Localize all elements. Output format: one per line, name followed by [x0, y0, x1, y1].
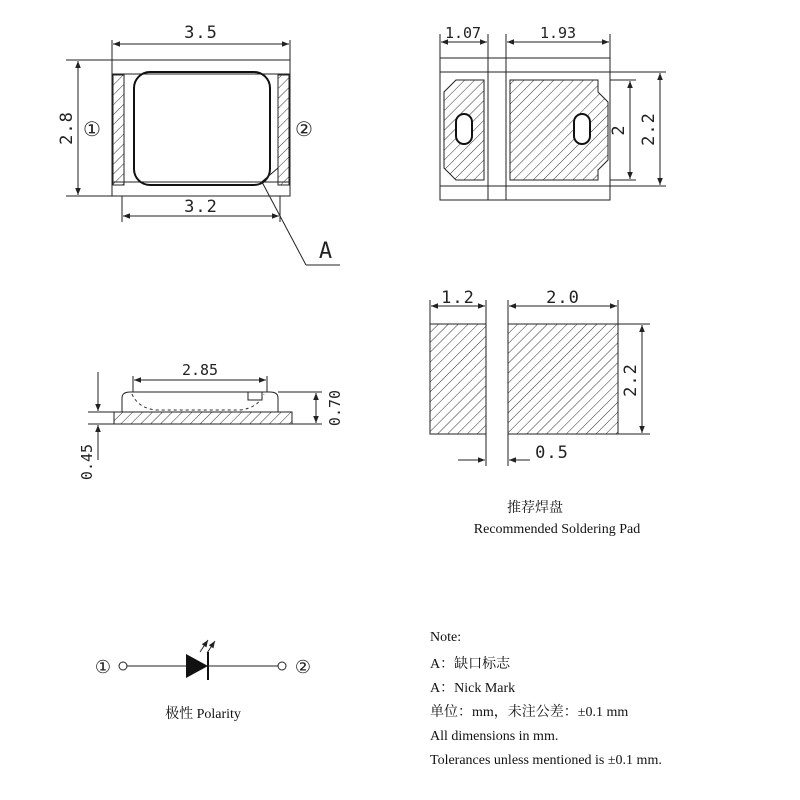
notes-line-4: All dimensions in mm.: [430, 729, 559, 744]
dim-top-width: 3.5: [184, 23, 218, 43]
top-view-left-electrode: [113, 75, 124, 185]
dim-bottom-height: 2.2: [639, 112, 659, 146]
dim-top-inner-width: 3.2: [184, 197, 218, 217]
top-view-lens: [134, 72, 270, 185]
diode-triangle: [186, 654, 208, 678]
side-view-base: [114, 412, 292, 424]
notes-heading: Note:: [430, 630, 462, 645]
dim-side-total-height: 0.70: [326, 389, 344, 427]
polarity-pin1: ①: [94, 657, 112, 678]
dim-pad-left: 1.2: [441, 288, 475, 308]
pad-title-en: Recommended Soldering Pad: [473, 522, 641, 537]
dim-bottom-right: 1.93: [539, 24, 577, 42]
top-view-pin2: ②: [295, 117, 313, 141]
pad-left: [430, 324, 486, 434]
dim-pad-gap: 0.5: [535, 443, 569, 463]
callout-a: A: [318, 239, 334, 264]
side-view: [78, 361, 344, 480]
polarity-label: 极性 Polarity: [165, 707, 241, 722]
top-view-pin1: ①: [83, 117, 101, 141]
notes-line-2: A：Nick Mark: [430, 681, 516, 696]
notes-line-1: A：缺口标志: [430, 657, 511, 672]
dim-bottom-inner-height: 2: [609, 124, 629, 136]
bottom-view-right-pad: [510, 80, 608, 180]
pad-right: [508, 324, 618, 434]
dim-side-lens-width: 2.85: [181, 361, 219, 379]
dim-top-height: 2.8: [57, 111, 77, 145]
notes-line-3: 单位：mm，未注公差：±0.1 mm: [430, 705, 629, 720]
notes: [430, 630, 662, 768]
top-view: [57, 23, 340, 265]
polarity-symbol: [95, 640, 311, 722]
top-view-right-electrode: [278, 75, 289, 185]
dim-pad-height: 2.2: [621, 363, 641, 397]
polarity-pin2: ②: [294, 657, 312, 678]
soldering-pad: [430, 288, 650, 537]
notes-line-5: Tolerances unless mentioned is ±0.1 mm.: [430, 753, 662, 768]
bottom-view: [440, 24, 666, 200]
pad-title-cn: 推荐焊盘: [507, 501, 563, 516]
top-view-body: [112, 60, 290, 196]
dim-side-base-height: 0.45: [78, 443, 96, 481]
dim-pad-right: 2.0: [546, 288, 580, 308]
dim-bottom-left: 1.07: [444, 24, 482, 42]
